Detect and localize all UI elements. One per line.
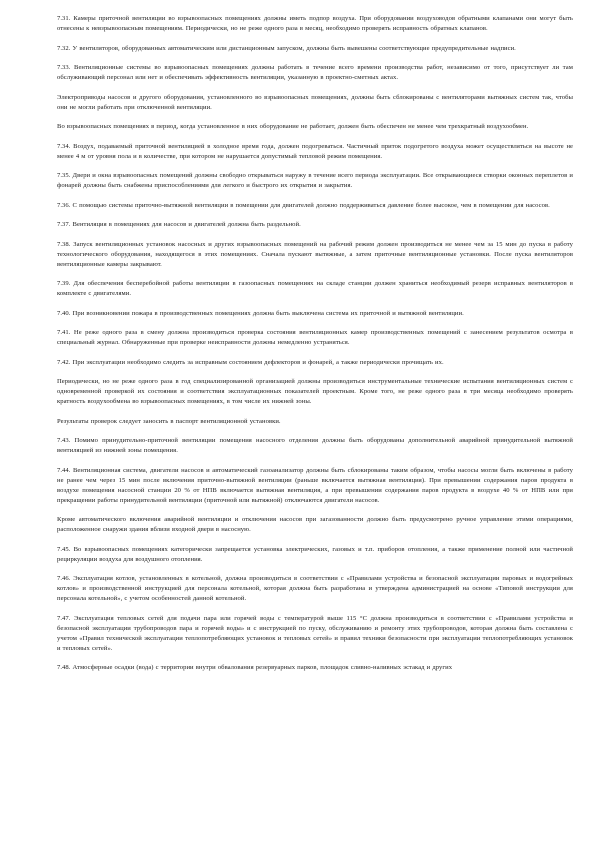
paragraph-7-36: 7.36. С помощью системы приточно-вытяжной вентиляции в помещении для двигателей должно поддерживаться давление более высокое, чем в помещении для насосов. — [57, 201, 550, 209]
paragraph-7-33: 7.33. Вентиляционные системы во взрывоопасных помещениях должны работать в течение всего времени производства работ, независимо от того, присутствует ли там обслуживающий персонал или нет и обеспечивать эффективность вентиляции, указанную в проектно-сметных актах. — [57, 64, 573, 81]
paragraph-7-45: 7.45. Во взрывоопасных помещениях категорически запрещается установка электрических, газовых и т.п. приборов отопления, а также применение полной или частичной рециркуляции воздуха для воздушного отопления. — [57, 545, 573, 563]
paragraph-7-48: 7.48. Атмосферные осадки (вода) с территории внутри обвалования резервуарных парков, площадок сливно-наливных эстакад и других — [57, 664, 453, 671]
paragraph-air-exchange: Во взрывоопасных помещениях в период, когда установленное в них оборудование не работает, должен быть обеспечен не менее чем трехкратный воздухообмен. — [57, 123, 529, 130]
paragraph-7-44: 7.44. Вентиляционная система, двигатели насосов и автоматический газоанализатор должны быть сблокированы таким образом, чтобы насосы могли быть включены в работу не ранее чем через 15 мин после включения приточно-вытяжной вентиляции (раньше включается вытяжная вентиляция). При превышении содержания паров продукта в воздухе помещения насосной станции 20 % от НПВ включается вытяжная вентиляция, а при превышении содержания паров продукта в воздухе 40 % от НПВ или при прекращении работы принудительной вентиляции (приточной или вытяжной) отключаются двигатели насосов. — [57, 466, 573, 504]
paragraph-manual-control: Кроме автоматического включения аварийной вентиляции и отключения насосов при загазованности должно быть предусмотрено ручное управление этими операциями, расположенное снаружи здания вблизи входной двери в насосную. — [57, 516, 573, 533]
paragraph-7-43: 7.43. Помимо принудительно-приточной вентиляции помещения насосного отделения должны быть оборудованы дополнительной аварийной принудительной вытяжной вентиляцией из нижней зоны помещения. — [57, 437, 573, 454]
paragraph-7-31: 7.31. Камеры приточной вентиляции во взрывоопасных помещениях должны иметь подпор воздуха. При оборудовании воздуховодов обратными клапанами они могут быть отнесены к невзрывоопасным помещениям. Периодически, но не реже одного раза в месяц, необходимо проверять исправность обратных клапанов. — [57, 15, 573, 32]
paragraph-7-46: 7.46. Эксплуатация котлов, установленных в котельной, должна производиться в соответствии с «Правилами устройства и безопасной эксплуатации паровых и водогрейных котлов» и производственной инструкцией для персонала котельной, которая должна быть разработана и утверждена администрацией на основе «Типовой инструкции для персонала котельной», с учетом особенностей данной котельной. — [57, 575, 573, 602]
paragraph-7-32: 7.32. У вентиляторов, оборудованных автоматическим или дистанционным запуском, должны быть вывешены соответствующие предупредительные надписи. — [57, 44, 516, 52]
paragraph-results: Результаты проверок следует заносить в паспорт вентиляционной установки. — [57, 417, 281, 425]
paragraph-7-38: 7.38. Запуск вентиляционных установок насосных и других взрывоопасных помещений на рабочий режим должен производиться не менее чем за 15 мин до пуска в работу технологического оборудования, находящегося в этих помещениях. Сначала пускают вытяжные, а затем приточные вентиляционные установки. После пуска вентиляторов вентиляционные камеры закрывают. — [57, 240, 573, 268]
paragraph-7-39: 7.39. Для обеспечения бесперебойной работы вентиляции в газоопасных помещениях на складе станции должен храниться необходимый резерв исправных вентиляторов в комплекте с двигателями. — [57, 280, 573, 297]
paragraph-7-41: 7.41. Не реже одного раза в смену должна производиться проверка состояния вентиляционных камер производственных помещений с занесением результатов осмотра в специальный журнал. Обнаруженные при проверке неисправности должны немедленно устраняться. — [57, 329, 573, 346]
paragraph-7-37: 7.37. Вентиляция в помещениях для насосов и двигателей должна быть раздельной. — [57, 221, 301, 228]
paragraph-7-34: 7.34. Воздух, подаваемый приточной вентиляцией в холодное время года, должен подогреваться. Частичный приток подогретого воздуха может осуществляться на высоте не менее 4 м от уровня пола и в количестве, при котором не нарушается допустимый тепловой режим помещения. — [57, 142, 573, 160]
paragraph-7-35: 7.35. Двери и окна взрывоопасных помещений должны свободно открываться наружу в течение всего периода эксплуатации. Все открывающиеся створки оконных переплетов и фонарей должны быть снабжены приспособлениями для легкого и быстрого их открытия и закрытия. — [57, 172, 573, 189]
paragraph-electric-drives: Электроприводы насосов и другого оборудования, установленного во взрывоопасных помещениях, должны быть сблокированы с вентиляторами вытяжных систем так, чтобы они не могли работать при отключенной вентиляции. — [57, 93, 573, 111]
paragraph-7-40: 7.40. При возникновении пожара в производственных помещениях должна быть выключена система их приточной и вытяжной вентиляции. — [57, 309, 464, 317]
paragraph-periodic-testing: Периодически, но не реже одного раза в год специализированной организацией должны производиться инструментальные технические испытания вентиляционных систем с одновременной проверкой их состояния и соответствия эксплуатационных показателей проектным. Кроме того, не реже одного раза в три месяца необходимо проверять кратность воздухообмена во взрывоопасных помещениях, в том числе их нижней зоны. — [57, 378, 573, 405]
paragraph-7-47: 7.47. Эксплуатация тепловых сетей для подачи пара или горячей воды с температурой выше 115 °С должна производиться в соответствии с «Правилами устройства и безопасной эксплуатации трубопроводов пара и горячей воды» и с инструкцией по пуску, обслуживанию и ремонту этих трубопроводов, которая должна быть составлена с учетом «Правил технической эксплуатации теплопотребляющих установок и тепловых сетей» и правил техники безопасности при эксплуатации теплопотребляющих установок и тепловых сетей». — [57, 614, 573, 652]
paragraph-7-42: 7.42. При эксплуатации необходимо следить за исправным состоянием дефлекторов и фонарей, а также периодически прочищать их. — [57, 358, 444, 366]
